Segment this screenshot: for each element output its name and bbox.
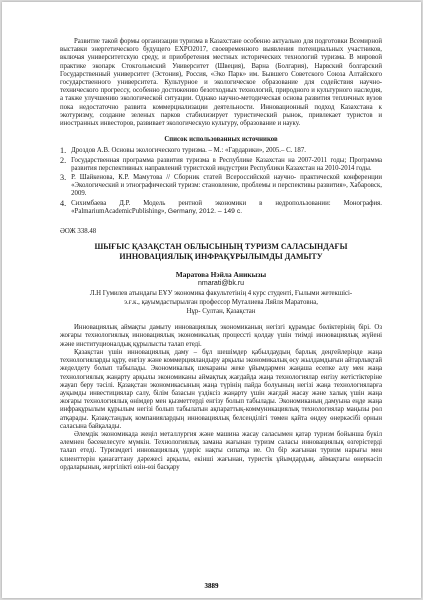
references-heading: Список использованных источников — [164, 136, 278, 144]
reference-text: Р. Шайкенова, К.Р. Мамутова // Сборник статей Всероссийской научно- практической конференции «Экологический и этнографический туризм: становление, проблемы и перспективы развития», Хабаровск, 2009. — [71, 174, 382, 198]
reference-text: Дроздов А.В. Основы экологического туризма. – М.: «Гардарики», 2005.– С. 187. — [71, 147, 306, 155]
body-paragraph: Инновациялық аймақты дамыту инновациялық экономиканың негізгі құрамдас бөліктерінің бірі. Оз жоғары технологиялық инновациялық экономикалық процессті қолдау үшін тиімді инновациялық жүйені және институционалдық құрылысты талап етеді. — [60, 324, 382, 348]
reference-item — [60, 147, 382, 155]
reference-number: 3. — [60, 173, 67, 183]
reference-text: Сихимбаева Д.Р. Модель рентной экономики в недропользовании: Монография. «PalmariumAcademicPublishing», — [71, 199, 382, 215]
article-title-line: ИННОВАЦИЯЛЫҚ ИНФРАҚҰРЫЛЫМДЫ ДАМЫТУ — [119, 252, 323, 262]
article-title-line: ШЫҒЫС ҚАЗАҚСТАН ОБЛЫСЫНЫҢ ТУРИЗМ САЛАСЫНДАҒЫ — [94, 242, 348, 252]
reference-text-extra: Germany, 2012. – 149 с. — [167, 207, 243, 215]
affiliation-line: Л.Н Гумилев атындағы ЕҰУ экономика факультетінің 4 курс студенті, Ғылыми жетекшісі- — [89, 289, 353, 297]
affiliation-line: э.ғ.к., қауымдастырылған профессор Муталиева Ляйля Маратовна, — [124, 298, 318, 306]
article-title — [60, 242, 382, 262]
body-paragraph: Қазақстан үшін инновациялық даму – бұл шешімдер қабылдаудың барлық деңгейлерінде жаңа технологияларды құру, енгізу және коммерцияландыру арқылы экономикалық өсу жылдамдығын айтарлықтай жеделдету болып табылады. Экономикалық шекараны жеке ұйымдармен жаңаша есепке алу мен жаңа технологиялық жаңарту арқылы экономиканы аймақтық жағдайда жаңа технологиялар енгізу жетістіктеріне жауап беру тәсілі. Қазақстан экономикасының жаңа түрінің пайда болуының негізі жаңа технологияларға ауқымды инвестициялар салу, білім базасын үздіксіз жаңарту үшін жағдай жасау және халық үшін жаңа жоғары технологиялық өнімдер мен қызметтерді енгізу болып табылады. Экономиканың дамуына еңде жаңа инфрақұрылым құрылым негізі болып табылатын ақпараттық-коммуникациялық технологиялар маңызы рөл атқарады. Қазақстандық компаниялардың инновациялық белсенділігі төмен қайта өндеу өнеркәсібі орнын саласына байқалады. — [60, 348, 382, 430]
reference-item — [60, 157, 382, 173]
reference-item — [60, 174, 382, 199]
author-name: Маратова Нэйла Аникызы — [175, 270, 267, 280]
reference-number: 1. — [60, 146, 67, 156]
reference-number: 4. — [60, 198, 67, 208]
author-email[interactable]: nmarati@bk.ru — [197, 280, 244, 288]
document-page — [2, 2, 421, 598]
reference-item — [60, 200, 382, 216]
body-paragraph: Әлемдік экономикада жеңіл металлургия және машина жасау саласымен қатар туризм бойынша бүкіл әлемнен бәсекелесуге мүмкін. Технологиялық замана жағынан туризм саласы инновациялық өзгерістерді талап етеді. Туризмдегі инновациялық үдеріс нақты сипатқа ие. Ол бір жағынан туризм нарығы мен клиенттерін қанағаттану дәрежесі арқылы, екінші жағынан, туристік ұйымдардың, аймақтағы өнеркәсіп ордаларының, жергілікті өзін-өзі басқару — [60, 430, 382, 471]
reference-text: Государственная программа развития туризма в Республике Казахстан на 2007-2011 годы; Программа развития перспективных направлений туристской индустрии Республики Казахстан на 2010-2014 годы. — [71, 156, 382, 172]
udc-code: ӘОЖ 338.48 — [60, 228, 97, 236]
reference-number: 2. — [60, 155, 67, 165]
page-number: 3889 — [204, 582, 219, 590]
affiliation-location: Нұр- Султан, Қазақстан — [186, 308, 256, 316]
page-content — [60, 38, 382, 472]
intro-paragraph: Развитие такой формы организации туризма в Казахстане особенно актуально для подготовки Всемирной выставки энергетического будущего EXPO2017, своевременного выявления потенциальных участников, включая университетскую среду, и приобретения местных исторических технологий туризма. В мировой практике экопарк Стокгольмский Университет (Швеция), Варна (Болгария), Нарвский болгарский Государственный университет (Эстония), Россия, «Эко Парк» им. Бывшего Советского Союза Алтайского государственного университета. Культурное и экологическое образование для содействия научно-технического прогрессу, особенно достижению безотходных технологий, природного и культурного наследия, а также улучшению экологической ситуации. Однако научно-методическая основа развития тепличных вузов пока недостаточно развита коммерциализации деятельности. Инновационный подход Казахстана к экотуризму, создание зеленых парков стабилизирует туристический рынок, привлекает туристов и иностранных инвесторов, развивает экологическую культуру, образование и науку. — [60, 38, 382, 128]
